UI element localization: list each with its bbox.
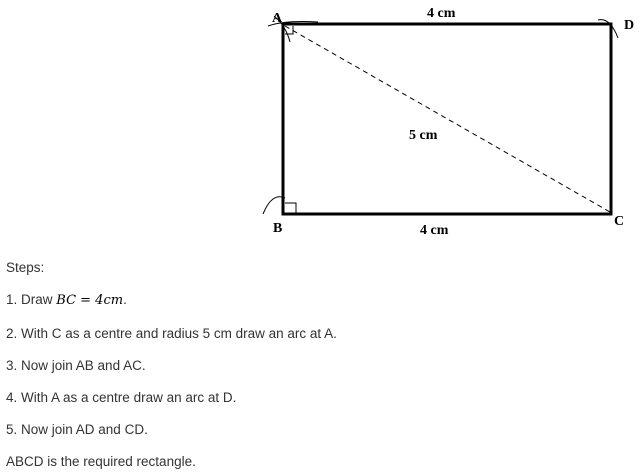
vertex-label-d: D — [624, 18, 635, 33]
length-label-bc: 4 cm — [420, 223, 449, 238]
step-1-end: . — [123, 292, 127, 307]
diagonal-ac — [285, 26, 610, 212]
step-3: 3. Now join AB and AC. — [6, 358, 146, 373]
step-5: 5. Now join AD and CD. — [6, 422, 148, 437]
step-2: 2. With C as a centre and radius 5 cm draw an arc at A. — [6, 326, 337, 341]
step-4: 4. With A as a centre draw an arc at D. — [6, 390, 237, 405]
vertex-label-a: A — [272, 11, 283, 26]
step-1 — [6, 292, 127, 309]
step-1-text: 1. Draw — [6, 292, 53, 307]
construction-arc-d — [598, 20, 618, 38]
vertex-label-b: B — [273, 221, 283, 236]
length-label-ac: 5 cm — [409, 128, 438, 143]
conclusion: ABCD is the required rectangle. — [6, 454, 196, 469]
right-angle-mark-b — [285, 203, 296, 213]
steps-heading: Steps: — [6, 260, 45, 275]
length-label-ad: 4 cm — [427, 6, 456, 21]
vertex-label-c: C — [614, 214, 625, 229]
step-1-math: BC = 4cm — [56, 293, 124, 308]
